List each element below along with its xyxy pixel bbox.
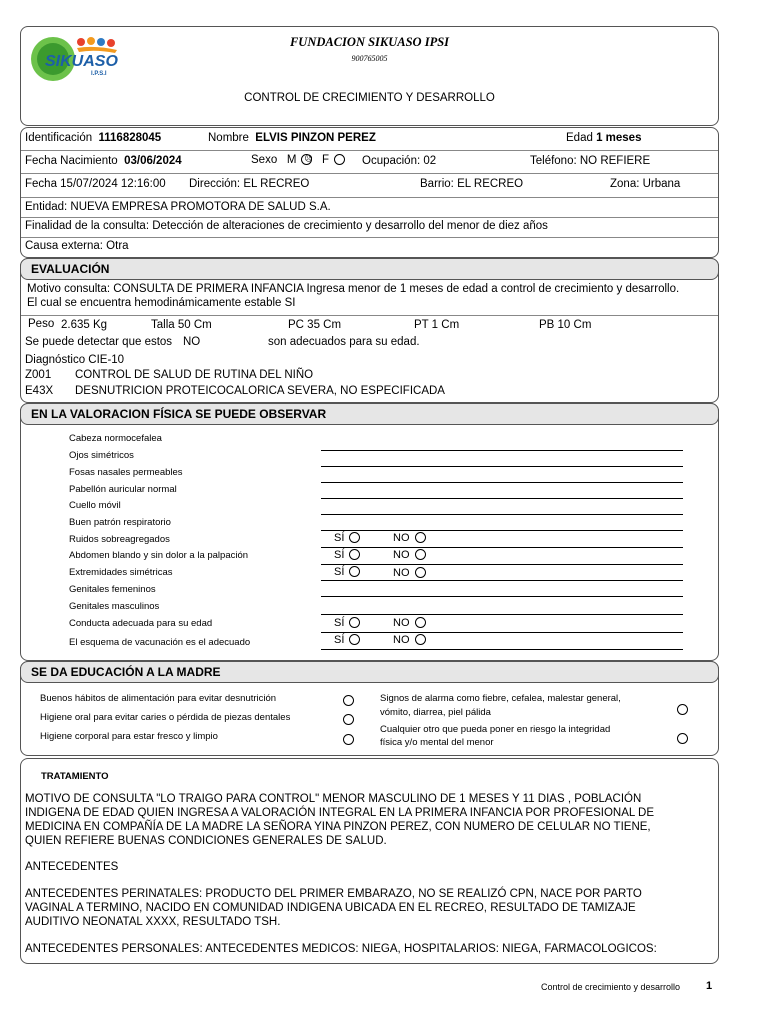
page-number: 1	[706, 980, 713, 992]
answer-line	[321, 450, 683, 451]
exam-item: Fosas nasales permeables	[69, 467, 183, 478]
tratamiento-box	[20, 758, 719, 964]
id-field	[25, 132, 161, 144]
id-label: Identificación	[25, 132, 93, 144]
entidad: Entidad: NUEVA EMPRESA PROMOTORA DE SALUD S.A.	[25, 201, 331, 213]
dob-value: 03/06/2024	[124, 155, 182, 167]
si-label: SÍ	[334, 617, 345, 629]
talla: Talla 50 Cm	[151, 319, 212, 331]
motivo-line-1: Motivo consulta: CONSULTA DE PRIMERA INFANCIA Ingresa menor de 1 meses de edad a control de crecimiento y desarrollo.	[27, 283, 680, 295]
si-radio[interactable]	[349, 532, 360, 543]
detect-suffix: son adecuados para su edad.	[268, 336, 420, 348]
form-title: CONTROL DE CRECIMIENTO Y DESARROLLO	[244, 92, 495, 104]
divider	[21, 173, 718, 174]
exam-item: Genitales femeninos	[69, 584, 156, 595]
exam-item: Buen patrón respiratorio	[69, 517, 171, 528]
answer-line	[321, 580, 683, 581]
si-option[interactable]	[334, 617, 360, 629]
exam-item: El esquema de vacunación es el adecuado	[69, 637, 251, 648]
name-value: ELVIS PINZON PEREZ	[255, 132, 376, 144]
diagnosis-code: Z001	[25, 369, 52, 381]
tratamiento-paragraph	[25, 792, 725, 848]
si-label: SÍ	[334, 634, 345, 646]
si-label: SÍ	[334, 549, 345, 561]
education-item: Buenos hábitos de alimentación para evitar desnutrición	[40, 693, 277, 704]
education-radio[interactable]	[677, 733, 688, 744]
evaluacion-box	[20, 258, 719, 403]
no-label: NO	[393, 634, 410, 646]
exam-item: Genitales masculinos	[69, 601, 160, 612]
divider	[21, 150, 718, 151]
no-option[interactable]	[393, 567, 426, 579]
answer-line	[321, 482, 683, 483]
no-radio[interactable]	[415, 532, 426, 543]
valoracion-header	[20, 403, 719, 425]
no-radio[interactable]	[415, 617, 426, 628]
no-option[interactable]	[393, 617, 426, 629]
age-value: 1 meses	[596, 132, 642, 144]
peso-value: 2.635 Kg	[61, 319, 108, 331]
visit-date: Fecha 15/07/2024 12:16:00	[25, 178, 166, 190]
diagnostico-label: Diagnóstico CIE-10	[25, 354, 125, 366]
education-radio[interactable]	[677, 704, 688, 715]
si-radio[interactable]	[349, 549, 360, 560]
tratamiento-heading: TRATAMIENTO	[41, 771, 109, 782]
dob-label: Fecha Nacimiento	[25, 155, 118, 167]
zona: Zona: Urbana	[610, 178, 681, 190]
exam-item: Conducta adecuada para su edad	[69, 618, 213, 629]
peso-label: Peso	[28, 318, 55, 330]
answer-line	[321, 466, 683, 467]
text-line: MEDICINA EN COMPAÑÍA DE LA MADRE LA SEÑORA YINA PINZON PEREZ, CON NUMERO DE CELULAR NO TIENE,	[25, 821, 651, 833]
answer-line	[321, 530, 683, 531]
sex-label: Sexo	[251, 154, 278, 166]
exam-item: Pabellón auricular normal	[69, 484, 177, 495]
no-label: NO	[393, 617, 410, 629]
motivo-line-2: El cual se encuentra hemodinámicamente estable SI	[27, 297, 296, 309]
answer-line	[321, 632, 683, 633]
education-item: vómito, diarrea, piel pálida	[380, 707, 491, 718]
divider	[21, 217, 718, 218]
text-line: INDIGENA DE EDAD QUIEN INGRESA A VALORACIÓN INTEGRAL EN LA PRIMERA INFANCIA POR PROFESIONAL DE	[25, 807, 655, 819]
detect-value: NO	[183, 336, 201, 348]
no-option[interactable]	[393, 634, 426, 646]
exam-item: Cabeza normocefalea	[69, 433, 162, 444]
causa-externa: Causa externa: Otra	[25, 240, 129, 252]
sex-field	[251, 154, 345, 166]
answer-line	[321, 596, 683, 597]
no-label: NO	[393, 532, 410, 544]
text-line: ANTECEDENTES PERINATALES: PRODUCTO DEL PRIMER EMBARAZO, NO SE REALIZÓ CPN, NACE POR PARTO	[25, 888, 642, 900]
divider	[21, 315, 718, 316]
education-item: Higiene oral para evitar caries o pérdida de piezas dentales	[40, 712, 291, 723]
tratamiento-paragraph: ANTECEDENTES	[25, 861, 119, 873]
sex-f-label: F	[322, 154, 330, 166]
education-item: Signos de alarma como fiebre, cefalea, malestar general,	[380, 693, 621, 704]
dob-field	[25, 155, 182, 167]
no-option[interactable]	[393, 532, 426, 544]
no-label: NO	[393, 549, 410, 561]
sex-m-label: M	[286, 154, 297, 166]
org-name: FUNDACION SIKUASO IPSI	[289, 35, 450, 49]
exam-item: Ojos simétricos	[69, 450, 134, 461]
education-radio[interactable]	[343, 695, 354, 706]
valoracion-heading: EN LA VALORACION FÍSICA SE PUEDE OBSERVAR	[31, 407, 327, 421]
barrio: Barrio: EL RECREO	[420, 178, 524, 190]
si-label: SÍ	[334, 566, 345, 578]
name-label: Nombre	[208, 132, 249, 144]
sex-f-radio[interactable]	[334, 154, 345, 165]
pt: PT 1 Cm	[414, 319, 460, 331]
si-label: SÍ	[334, 532, 345, 544]
educacion-heading: SE DA EDUCACIÓN A LA MADRE	[31, 665, 221, 679]
text-line: VAGINAL A TERMINO, NACIDO EN COMUNIDAD INDIGENA UBICADA EN EL RECREO, RESULTADO DE TAMIZAJE	[25, 902, 636, 914]
header-box	[20, 26, 719, 126]
education-item: Higiene corporal para estar fresco y limpio	[40, 731, 218, 742]
text-line: AUDITIVO NEONATAL XXXX, RESULTADO TSH.	[25, 916, 281, 928]
si-radio[interactable]	[349, 634, 360, 645]
no-option[interactable]	[393, 549, 426, 561]
evaluacion-header	[20, 258, 719, 280]
si-option[interactable]	[334, 634, 360, 646]
finalidad: Finalidad de la consulta: Detección de alteraciones de crecimiento y desarrollo del menor de diez años	[25, 220, 548, 232]
age-field	[566, 132, 641, 144]
sex-m-radio[interactable]: ☹	[301, 154, 312, 165]
exam-item: Extremidades simétricas	[69, 567, 173, 578]
exam-item: Cuello móvil	[69, 500, 121, 511]
si-option[interactable]	[334, 532, 360, 544]
exam-item: Ruidos sobreagregados	[69, 534, 170, 545]
answer-line	[321, 547, 683, 548]
si-radio[interactable]	[349, 617, 360, 628]
address: Dirección: EL RECREO	[189, 178, 310, 190]
answer-line	[321, 514, 683, 515]
answer-line	[321, 564, 683, 565]
diagnosis-desc: CONTROL DE SALUD DE RUTINA DEL NIÑO	[75, 369, 314, 381]
logo-text: SIKUASO	[45, 53, 118, 70]
divider	[21, 197, 718, 198]
tratamiento-paragraph	[25, 887, 725, 929]
educacion-header	[20, 661, 719, 683]
text-line: MOTIVO DE CONSULTA "LO TRAIGO PARA CONTROL" MENOR MASCULINO DE 1 MESES Y 11 DIAS , POBLACIÓN	[25, 793, 642, 805]
si-option[interactable]	[334, 566, 360, 578]
divider	[21, 237, 718, 238]
education-item: física y/o mental del menor	[380, 737, 494, 748]
name-field	[208, 132, 376, 144]
no-radio[interactable]	[415, 567, 426, 578]
valoracion-box	[20, 403, 719, 661]
org-nit: 900765005	[351, 54, 388, 63]
answer-line	[321, 649, 683, 650]
patient-info-box	[20, 127, 719, 258]
pc: PC 35 Cm	[288, 319, 342, 331]
footer-label: Control de crecimiento y desarrollo	[541, 982, 681, 992]
phone: Teléfono: NO REFIERE	[530, 155, 651, 167]
logo-subtext: I.P.S.I	[91, 71, 107, 77]
si-radio[interactable]	[349, 566, 360, 577]
detect-label: Se puede detectar que estos	[25, 336, 173, 348]
exam-item: Abdomen blando y sin dolor a la palpación	[69, 550, 249, 561]
pb: PB 10 Cm	[539, 319, 592, 331]
diagnosis-code: E43X	[25, 385, 54, 397]
education-radio[interactable]	[343, 734, 354, 745]
age-label: Edad	[566, 132, 593, 144]
id-value: 1116828045	[98, 132, 162, 144]
no-radio[interactable]	[415, 549, 426, 560]
educacion-box	[20, 661, 719, 756]
education-item: Cualquier otro que pueda poner en riesgo la integridad	[380, 724, 611, 735]
diagnosis-desc: DESNUTRICION PROTEICOCALORICA SEVERA, NO ESPECIFICADA	[75, 385, 445, 397]
no-label: NO	[393, 567, 410, 579]
evaluacion-heading: EVALUACIÓN	[31, 262, 110, 276]
si-option[interactable]	[334, 549, 360, 561]
occupation: Ocupación: 02	[362, 155, 437, 167]
education-radio[interactable]	[343, 714, 354, 725]
tratamiento-paragraph: ANTECEDENTES PERSONALES: ANTECEDENTES MEDICOS: NIEGA, HOSPITALARIOS: NIEGA, FARMACOLOGICOS:	[25, 943, 657, 955]
no-radio[interactable]	[415, 634, 426, 645]
text-line: QUIEN REFIERE BUENAS CONDICIONES GENERALES DE SALUD.	[25, 835, 387, 847]
answer-line	[321, 614, 683, 615]
answer-line	[321, 498, 683, 499]
